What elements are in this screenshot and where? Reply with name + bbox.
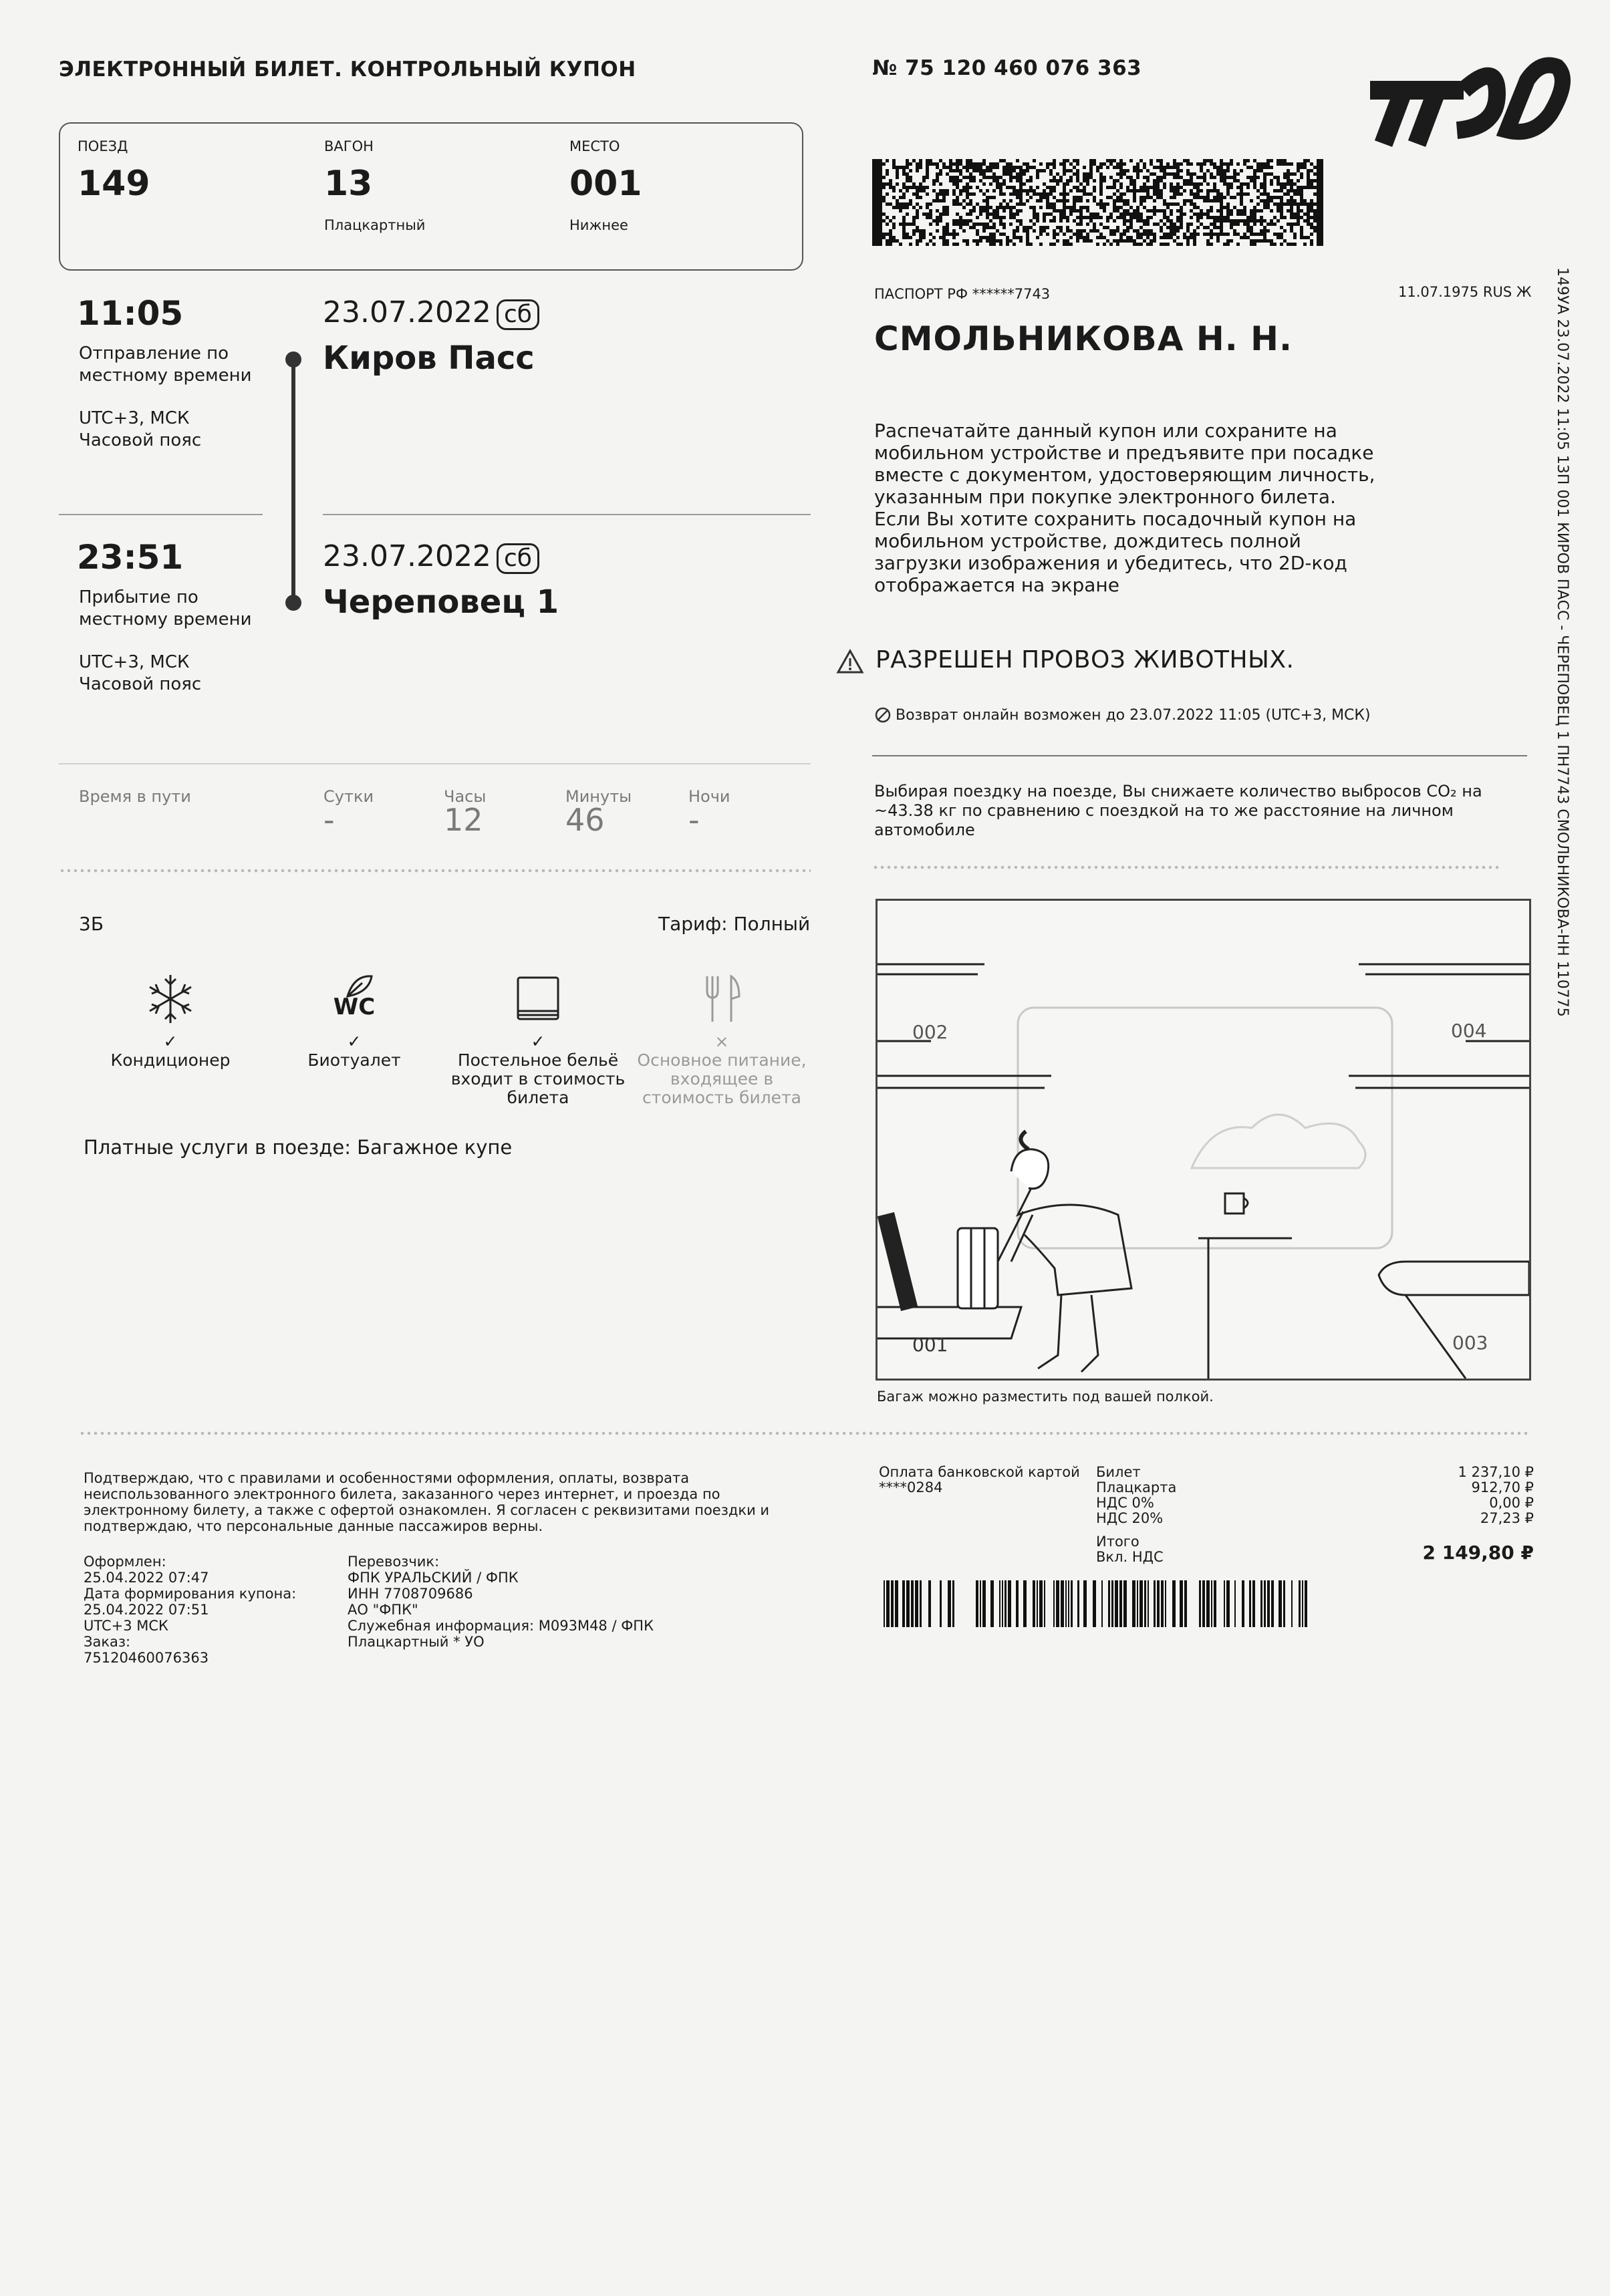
illustration-caption: Багаж можно разместить под вашей полкой. xyxy=(877,1389,1214,1405)
2d-barcode xyxy=(872,159,1323,246)
payment-method: Оплата банковской картой xyxy=(879,1464,1080,1480)
perforation xyxy=(872,864,1500,872)
amenity-label: Основное питание, входящее в стоимость билета xyxy=(637,1050,807,1107)
car-label: ВАГОН xyxy=(324,138,374,154)
arrival-time-label: Прибытие по местному времени xyxy=(79,587,252,629)
service-info: Служебная информация: М093М48 / ФПК xyxy=(348,1618,654,1634)
nights-label: Ночи xyxy=(688,787,730,806)
departure-station: Киров Пасс xyxy=(323,339,535,377)
warning-icon xyxy=(835,648,865,678)
seat-number: 001 xyxy=(569,164,642,204)
order-label: Заказ: xyxy=(84,1634,131,1650)
divider xyxy=(59,763,811,764)
arrival-date-value: 23.07.2022 xyxy=(323,539,491,573)
ticket-title: ЭЛЕКТРОННЫЙ БИЛЕТ. КОНТРОЛЬНЫЙ КУПОН xyxy=(59,57,636,82)
side-service-text: 149УА 23.07.2022 11:05 13П 001 КИРОВ ПАСС - ЧЕРЕПОВЕЦ 1 ПН7743 СМОЛЬНИКОВА-НН 110775 xyxy=(1554,267,1571,1017)
car-type: Плацкартный xyxy=(324,217,426,233)
arrival-weekday: сб xyxy=(497,543,539,574)
passport-info: ПАСПОРТ РФ ******7743 xyxy=(874,286,1051,302)
departure-tz: UTC+3, МСК xyxy=(79,408,190,428)
amenity-air-conditioning xyxy=(80,966,261,1070)
arrival-tz: UTC+3, МСК xyxy=(79,652,190,672)
berth-label: 004 xyxy=(1451,1020,1487,1042)
coupon-tz: UTC+3 МСК xyxy=(84,1618,168,1634)
carrier-company: АО "ФПК" xyxy=(348,1602,418,1618)
price-value: 27,23 ₽ xyxy=(1480,1510,1534,1526)
departure-tz-label: Часовой пояс xyxy=(79,430,202,450)
amenity-label: Кондиционер xyxy=(110,1050,231,1070)
minutes-value: 46 xyxy=(565,802,605,838)
instructions-text: Распечатайте данный купон или сохраните на мобильном устройстве и предъявите при посадке вместе с документом, удостоверяющим личность, указанным при покупке электронного билета. Если Вы хотите сохранить посадочный купон на мобильном устройстве, дождитесь полной загрузки изображения и убедитесь, что 2D-код отображается на экране xyxy=(874,420,1375,596)
amenity-mark: ✓ xyxy=(531,1032,545,1051)
birth-info: 11.07.1975 RUS Ж xyxy=(1398,284,1532,300)
trip-box xyxy=(59,122,803,271)
rzd-logo xyxy=(1363,53,1571,147)
minutes-label: Минуты xyxy=(565,787,632,806)
departure-date xyxy=(323,295,539,330)
coupon-date-value: 25.04.2022 07:51 xyxy=(84,1602,209,1618)
berth-label: 001 xyxy=(912,1334,948,1356)
total-value: 2 149,80 ₽ xyxy=(1422,1542,1534,1564)
service-class: 3Б xyxy=(79,913,104,935)
hours-value: 12 xyxy=(444,802,483,838)
arrival-station: Череповец 1 xyxy=(323,583,559,621)
issued-label: Оформлен: xyxy=(84,1554,166,1570)
divider xyxy=(323,514,811,515)
perforation xyxy=(59,867,811,875)
amenity-mark: × xyxy=(714,1032,729,1051)
route-start-dot xyxy=(285,351,301,368)
train-number: 149 xyxy=(78,164,150,204)
arrival-time: 23:51 xyxy=(77,538,184,577)
snowflake-icon xyxy=(80,966,261,1032)
amenity-bed-linen xyxy=(448,966,628,1107)
seat-label: МЕСТО xyxy=(569,138,620,154)
issued-block xyxy=(84,1554,296,1666)
price-labels xyxy=(1096,1465,1176,1565)
paid-services: Платные услуги в поезде: Багажное купе xyxy=(84,1136,513,1159)
carrier-inn: ИНН 7708709686 xyxy=(348,1586,473,1602)
berth-label: 002 xyxy=(912,1021,948,1043)
service-info-car: Плацкартный * УО xyxy=(348,1634,485,1650)
price-label: Плацкарта xyxy=(1096,1479,1177,1495)
amenity-meal xyxy=(632,966,812,1107)
duration-label: Время в пути xyxy=(79,787,191,806)
agreement-text: Подтверждаю, что с правилами и особенностями оформления, оплаты, возврата неиспользованного электронного билета, заказанного через интернет, и проезда по электронному билету, а также с офертой ознакомлен. Я согласен с реквизитами поездки и подтверждаю, что персональные данные пассажиров верны. xyxy=(84,1470,770,1534)
divider xyxy=(872,755,1527,756)
no-entry-icon xyxy=(874,706,892,726)
bed-linen-icon xyxy=(448,966,628,1032)
wc-icon xyxy=(264,966,444,1032)
amenity-label: Биотуалет xyxy=(307,1050,401,1070)
price-value: 0,00 ₽ xyxy=(1489,1495,1534,1511)
seat-type: Нижнее xyxy=(569,217,628,233)
card-number: ****0284 xyxy=(879,1479,943,1495)
tariff: Тариф: Полный xyxy=(658,913,811,935)
nights-value: - xyxy=(688,802,700,838)
carrier-label: Перевозчик: xyxy=(348,1554,440,1570)
departure-time-label: Отправление по местному времени xyxy=(79,343,252,386)
perforation xyxy=(79,1430,1529,1438)
carrier-value: ФПК УРАЛЬСКИЙ / ФПК xyxy=(348,1570,519,1586)
route-end-dot xyxy=(285,595,301,611)
train-label: ПОЕЗД xyxy=(78,138,128,154)
price-value: 912,70 ₽ xyxy=(1471,1479,1534,1495)
amenity-mark: ✓ xyxy=(163,1032,178,1051)
order-value: 75120460076363 xyxy=(84,1650,209,1666)
passenger-name: СМОЛЬНИКОВА Н. Н. xyxy=(874,319,1293,358)
days-label: Сутки xyxy=(323,787,374,806)
departure-date-value: 23.07.2022 xyxy=(323,295,491,329)
arrival-date xyxy=(323,539,539,574)
co2-info: Выбирая поездку на поезде, Вы снижаете количество выбросов CO₂ на ~43.38 кг по сравнению с поездкой на то же расстояние на личном автомобиле xyxy=(874,782,1482,839)
luggage-illustration xyxy=(876,899,1531,1381)
price-label: НДС 0% xyxy=(1096,1495,1154,1511)
amenity-mark: ✓ xyxy=(347,1032,362,1051)
price-values xyxy=(1337,1465,1534,1526)
price-label: НДС 20% xyxy=(1096,1510,1164,1526)
car-number: 13 xyxy=(324,164,373,204)
amenity-label: Постельное бельё входит в стоимость билета xyxy=(450,1050,626,1107)
berth-label: 003 xyxy=(1452,1332,1488,1354)
divider xyxy=(59,514,263,515)
amenity-biotoilet xyxy=(264,966,444,1070)
total-label: Итого xyxy=(1096,1534,1139,1550)
route-line xyxy=(291,358,295,603)
days-value: - xyxy=(323,802,335,838)
coupon-date-label: Дата формирования купона: xyxy=(84,1586,297,1602)
ticket-number: № 75 120 460 076 363 xyxy=(872,56,1142,80)
price-value: 1 237,10 ₽ xyxy=(1458,1464,1534,1480)
hours-label: Часы xyxy=(444,787,487,806)
wc-icon-text: WC xyxy=(333,994,376,1020)
animals-allowed: РАЗРЕШЕН ПРОВОЗ ЖИВОТНЫХ. xyxy=(876,646,1295,674)
linear-barcode xyxy=(879,1580,1313,1627)
carrier-block xyxy=(348,1554,654,1650)
arrival-tz-label: Часовой пояс xyxy=(79,674,202,694)
meal-icon xyxy=(632,966,812,1032)
issued-value: 25.04.2022 07:47 xyxy=(84,1570,209,1586)
vat-label: Вкл. НДС xyxy=(1096,1549,1164,1565)
departure-time: 11:05 xyxy=(77,294,184,333)
refund-info: Возврат онлайн возможен до 23.07.2022 11:05 (UTC+3, МСК) xyxy=(896,707,1371,724)
departure-weekday: сб xyxy=(497,299,539,330)
price-label: Билет xyxy=(1096,1464,1141,1480)
